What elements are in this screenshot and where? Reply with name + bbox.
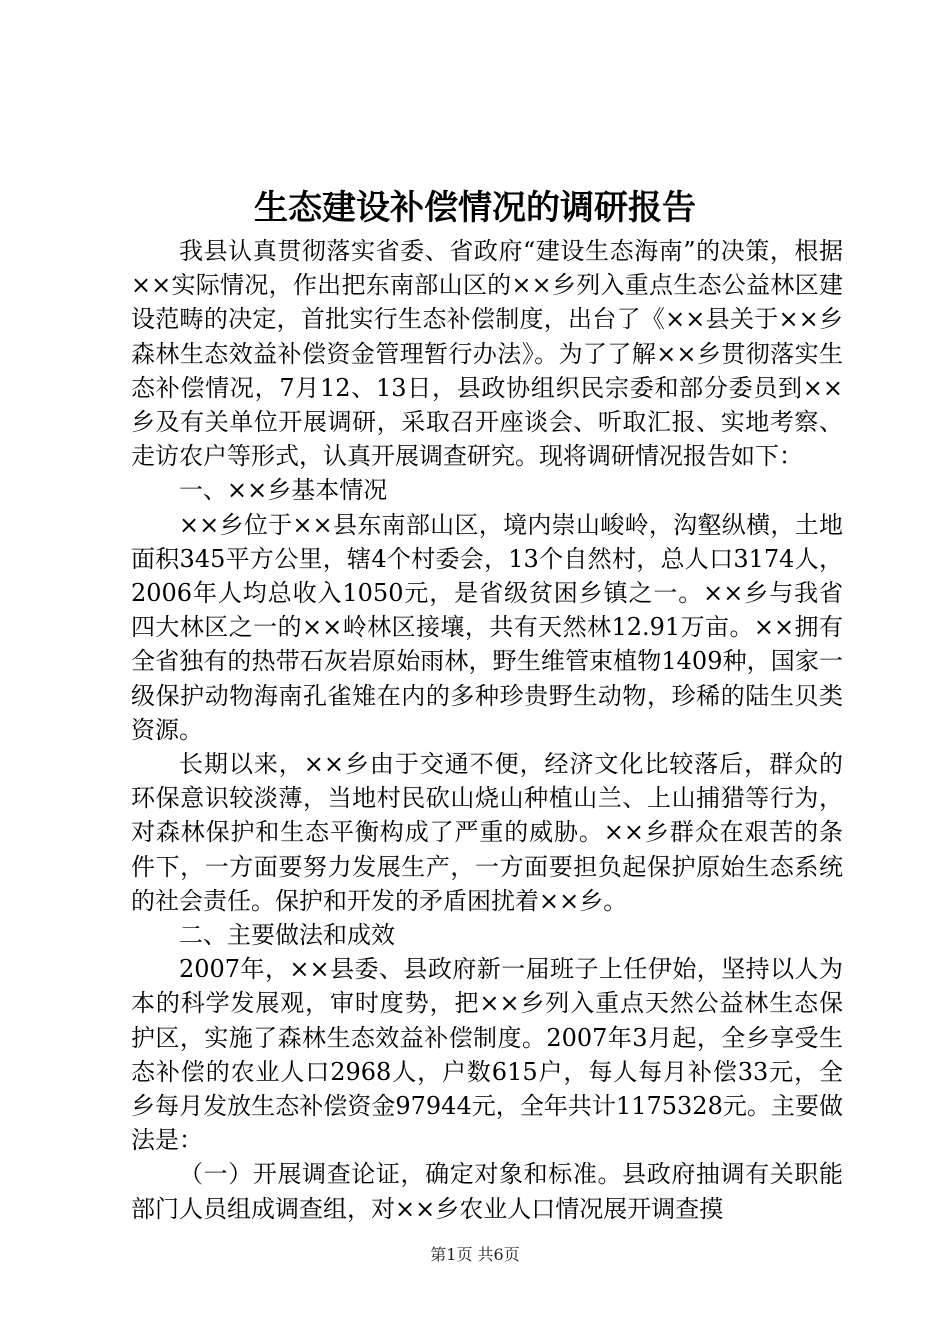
section-heading-main-practices: 二、主要做法和成效: [179, 921, 395, 950]
paragraph-intro: 我县认真贯彻落实省委、省政府“建设生态海南”的决策，根据××实际情况，作出把东南部山区的××乡列入重点生态公益林区建设范畴的决定，首批实行生态补偿制度，出台了《××县关于××乡森林生态效益补偿资金管理暂行办法》。为了了解××乡贯彻落实生态补偿情况，7月12、13日，县政协组织民宗委和部分委员到××乡及有关单位开展调研，采取召开座谈会、听取汇报、实地考察、走访农户等形式，认真开展调查研究。现将调研情况报告如下：: [131, 237, 843, 471]
document-body: [131, 234, 843, 1226]
section-heading-basic-situation: 一、××乡基本情况: [179, 476, 388, 505]
document-title: 生态建设补偿情况的调研报告: [254, 188, 696, 228]
paragraph-survey-item-one: （一）开展调查论证，确定对象和标准。县政府抽调有关职能部门人员组成调查组，对××乡农业人口情况展开调查摸: [131, 1160, 843, 1223]
paragraph-basic-situation: ××乡位于××县东南部山区，境内崇山峻岭，沟壑纵横，土地面积345平方公里，辖4个村委会，13个自然村，总人口3174人，2006年人均总收入1050元，是省级贫困乡镇之一。××乡与我省四大林区之一的××岭林区接壤，共有天然林12.91万亩。××拥有全省独有的热带石灰岩原始雨林，野生维管束植物1409种，国家一级保护动物海南孔雀雉在内的多种珍贵野生动物，珍稀的陆生贝类资源。: [131, 510, 843, 744]
paragraph-main-practices: 2007年，××县委、县政府新一届班子上任伊始，坚持以人为本的科学发展观，审时度势，把××乡列入重点天然公益林生态保护区，实施了森林生态效益补偿制度。2007年3月起，全乡享受生态补偿的农业人口2968人，户数615户，每人每月补偿33元，全乡每月发放生态补偿资金97944元，全年共计1175328元。主要做法是：: [131, 955, 843, 1155]
page-footer: 第1页 共6页: [430, 1245, 520, 1264]
paragraph-long-term-problems: 长期以来，××乡由于交通不便，经济文化比较落后，群众的环保意识较淡薄，当地村民砍山烧山种植山兰、上山捕猎等行为，对森林保护和生态平衡构成了严重的威胁。××乡群众在艰苦的条件下，一方面要努力发展生产，一方面要担负起保护原始生态系统的社会责任。保护和开发的矛盾困扰着××乡。: [131, 750, 843, 915]
